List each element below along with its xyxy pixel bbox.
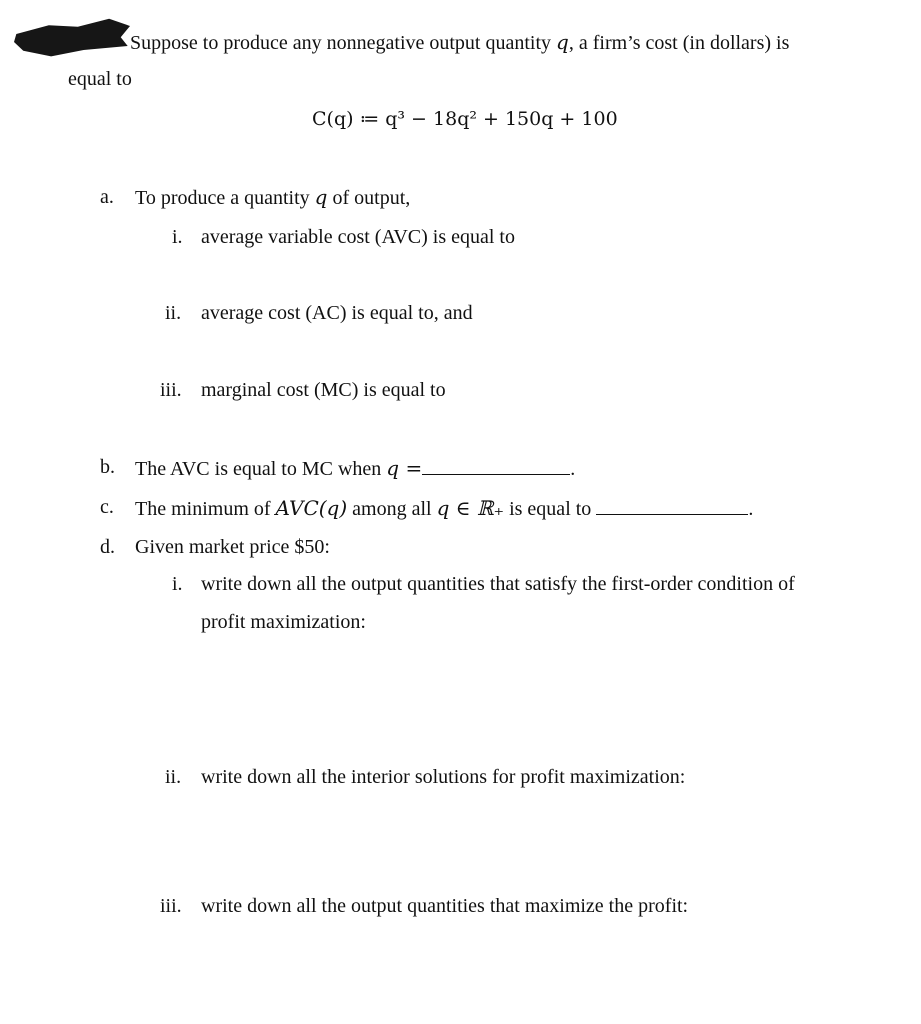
part-c-text <box>135 494 753 522</box>
part-c-answer-blank[interactable] <box>596 494 748 515</box>
intro-text-end: , a firm’s cost (in dollars) is <box>568 32 790 54</box>
part-a-line <box>100 184 411 210</box>
part-d-item-1-marker: i. <box>172 573 183 595</box>
part-d-item-3 <box>160 893 689 919</box>
part-c-end: . <box>748 498 754 520</box>
part-d-line <box>100 534 330 560</box>
part-c-text-b: among all <box>347 498 437 520</box>
intro-var: q <box>556 30 569 54</box>
part-b-math: q = <box>386 456 423 480</box>
part-d-item-2-marker: ii. <box>165 766 182 788</box>
part-c-text-a: The minimum of <box>135 498 276 520</box>
part-c-line <box>100 494 754 520</box>
part-b-marker: b. <box>100 456 115 478</box>
part-b-text-a: The AVC is equal to MC when <box>135 458 387 480</box>
part-c-math-b: q ∈ ℝ₊ <box>436 496 505 520</box>
part-a-marker: a. <box>100 186 114 208</box>
part-a-text-b: of output, <box>327 187 411 209</box>
part-d-item-2 <box>165 764 686 790</box>
part-d-item-1-line-2: profit maximization: <box>201 611 366 633</box>
part-d-item-1 <box>172 571 795 597</box>
part-a-text <box>135 184 410 211</box>
part-a-text-a: To produce a quantity <box>135 187 315 209</box>
part-a-item-1 <box>172 224 515 250</box>
intro-line-1 <box>130 29 789 56</box>
part-a-item-1-marker: i. <box>172 226 183 248</box>
part-b-answer-blank[interactable] <box>422 454 570 475</box>
part-b-end: . <box>570 458 576 480</box>
part-a-item-2-text: average cost (AC) is equal to, and <box>201 302 473 324</box>
part-d-item-2-text: write down all the interior solutions for profit maximization: <box>201 766 686 788</box>
cost-formula: C(q) ≔ q³ − 18q² + 150q + 100 <box>312 108 618 130</box>
part-c-text-c: is equal to <box>504 498 597 520</box>
part-d-item-3-text: write down all the output quantities that maximize the profit: <box>201 895 689 917</box>
part-d-item-3-marker: iii. <box>160 895 182 917</box>
part-b-text <box>135 454 575 482</box>
intro-line-2: equal to <box>68 68 132 90</box>
intro-text: Suppose to produce any nonnegative output quantity <box>130 32 557 54</box>
part-b-line <box>100 454 576 480</box>
part-a-item-2 <box>165 300 473 326</box>
part-d-item-1-text: write down all the output quantities that satisfy the first-order condition of <box>201 573 795 595</box>
part-a-item-1-text: average variable cost (AVC) is equal to <box>201 226 515 248</box>
part-a-item-3-marker: iii. <box>160 379 182 401</box>
part-c-math-a: AVC(q) <box>275 496 348 520</box>
part-d-text: Given market price $50: <box>135 536 330 558</box>
redaction-mark <box>14 18 130 58</box>
part-a-item-2-marker: ii. <box>165 302 182 324</box>
part-c-marker: c. <box>100 496 114 518</box>
part-a-item-3 <box>160 377 446 403</box>
part-a-item-3-text: marginal cost (MC) is equal to <box>201 379 446 401</box>
part-d-marker: d. <box>100 536 115 558</box>
part-a-var: q <box>314 185 328 209</box>
